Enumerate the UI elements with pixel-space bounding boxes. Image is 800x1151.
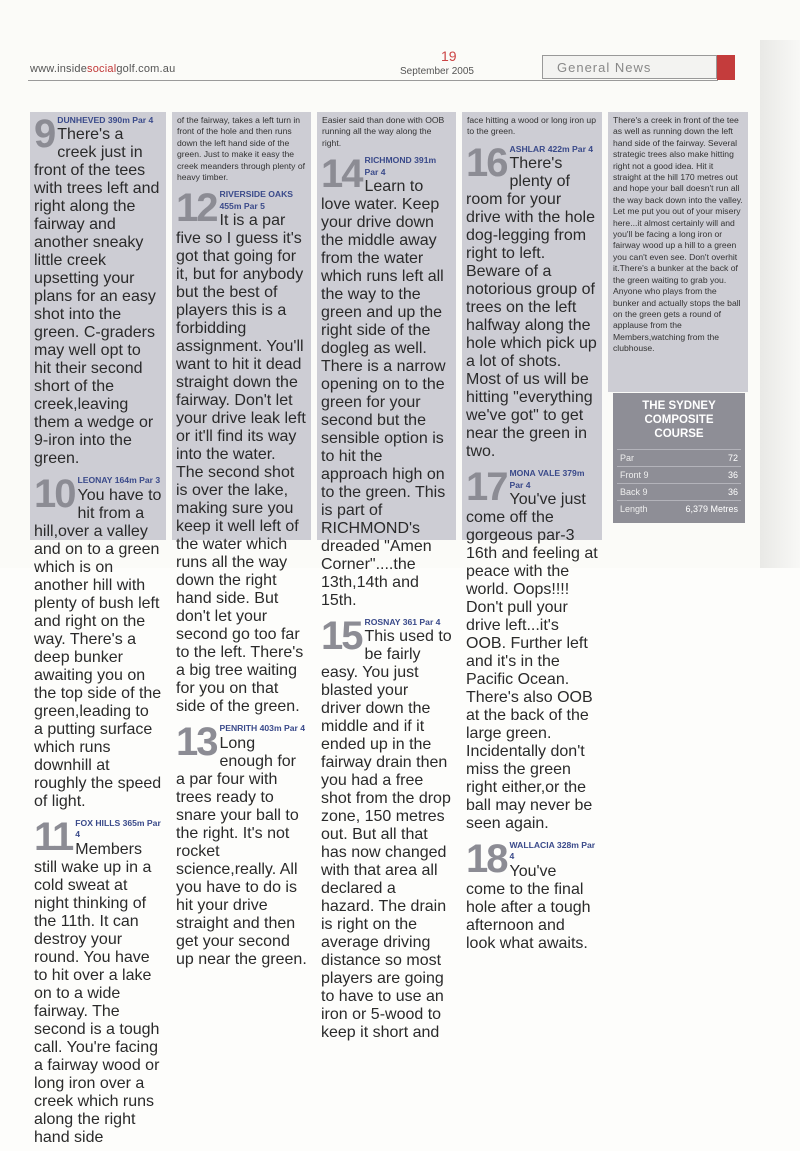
hole-header: DUNHEVED 390m Par 4: [57, 115, 154, 125]
hole-description: You've just come off the gorgeous par-3 16th and feeling at peace with the world. Oops!!!! Don't pull your drive left...it's OOB. Further left and it's in the Pacific Ocean. There's also OOB at the back of the large green. Incidentally don't miss the green right either,or the ball may never be seen again.: [466, 491, 598, 833]
site-url[interactable]: www.insidesocialgolf.com.au: [30, 63, 176, 75]
course-summary-title: THE SYDNEY COMPOSITE COURSE: [642, 400, 716, 440]
hole-11: [30, 815, 166, 1151]
table-row: [617, 467, 741, 484]
hole-description: This used to be fairly easy. You just blasted your driver down the middle and if it ended up in the fairway drain then you had a free shot from the drop zone, 150 metres out. But all that has now changed with that area all declared a hazard. The drain is right on the average driving distance so most players are going to have to use an iron or 5-wood to keep it short and: [321, 628, 452, 1042]
hole-header: WALLACIA 328m Par 4: [509, 840, 596, 862]
hole-description: Members still wake up in a cold sweat at night thinking of the 11th. It can destroy your round. You have to hit over a lake on to a wide fairway. The second is a tough call. You're facing a fairway wood or long iron over a creek which runs along the right hand side: [34, 840, 160, 1146]
hole-13: [172, 720, 311, 972]
hole-header: RIVERSIDE OAKS 455m Par 5: [219, 189, 294, 211]
course-summary-table: [617, 449, 741, 518]
hole-header: FOX HILLS 365m Par 4: [75, 817, 161, 840]
column-3: [317, 112, 456, 1042]
hole-number: 15: [321, 614, 362, 659]
hole-9: [30, 112, 166, 472]
hole-description: It is a par five so I guess it's got that going for it, but for anybody but the best of players this is a forbidding assignment. You'll want to hit it dead straight down the fairway. Don't let your drive leak left or it'll find its way into the water. The second shot is over the lake, making sure you keep it well left of the water which runs all the way down the right hand side. But don't let your second go too far to the left. There's a big tree waiting for you on that side of the green.: [176, 212, 306, 716]
column-5: [608, 112, 748, 392]
hole-description: There's plenty of room for your drive with the hole dog-legging from right to left. Beware of a notorious group of trees on the left halfway along the hole which pick up a lot of shots. Most of us will be hitting "everything we've got" to get near the green in two.: [466, 155, 597, 461]
hole-number: 13: [176, 720, 217, 765]
row-value: 36: [663, 484, 741, 501]
hole-description: Learn to love water. Keep your drive down the middle away from the water which runs left all the way to the green and up the right side of the dogleg as well. There is a narrow opening on to the green for your second but the sensible option is to hit the approach high on to the green. This is part of RICHMOND's dreaded "Amen Corner"....the 13th,14th and 15th.: [321, 178, 446, 610]
row-label: Front 9: [617, 467, 663, 484]
hole-number: 14: [321, 152, 362, 197]
hole-number: 18: [466, 837, 507, 882]
hole-number: 9: [34, 112, 55, 156]
column-1: [30, 112, 166, 1146]
row-label: Par: [617, 450, 663, 467]
hole-10: [30, 472, 166, 814]
row-value: 36: [663, 467, 741, 484]
hole-header: ROSNAY 361 Par 4: [364, 617, 441, 628]
row-label: Back 9: [617, 484, 663, 501]
hole-header: PENRITH 403m Par 4: [219, 723, 305, 734]
hole-header: ASHLAR 422m Par 4: [509, 143, 594, 154]
hole-description: Long enough for a par four with trees ready to snare your ball to the right. It's not rocket science,really. All you have to do is hit your drive straight and then get your second up near the green.: [176, 734, 307, 968]
hole-header: RICHMOND 391m Par 4: [364, 155, 437, 177]
continued-text: of the fairway, takes a left turn in front of the hole and then runs down the left hand side of the green. Just to make it easy the creek meanders through plenty of heavy timber.: [177, 115, 306, 183]
section-label: General News: [557, 60, 652, 75]
column-4: [462, 112, 602, 952]
page-number: 19: [441, 48, 457, 64]
header-rule: [28, 80, 718, 81]
hole-14: [317, 152, 456, 614]
publication-date: September 2005: [400, 66, 474, 77]
row-label: Length: [617, 501, 663, 518]
hole-number: 16: [466, 140, 507, 185]
table-row: [617, 484, 741, 501]
hole-description: You have to hit from a hill,over a valley and on to a green which is on another hill with plenty of bush left and right on the way. There's a deep bunker awaiting you on the top side of the green,leading to a putting surface which runs downhill at roughly the speed of light.: [34, 486, 162, 810]
table-row: [617, 450, 741, 467]
section-accent: [717, 55, 735, 80]
hole-header: LEONAY 164m Par 3: [77, 475, 161, 486]
column-2: [172, 112, 311, 968]
hole-number: 17: [466, 465, 507, 510]
hole-number: 10: [34, 472, 75, 517]
hole-number: 12: [176, 186, 217, 231]
page-shadow: [760, 40, 800, 568]
row-value: 72: [663, 450, 741, 467]
continued-text: face hitting a wood or long iron up to the green.: [467, 115, 596, 137]
section-label-box: [542, 55, 717, 79]
hole-description: There's a creek just in front of the tees with trees left and right along the fairway and another sneaky little creek upsetting your plans for an easy shot into the green. C-graders may well opt to hit their second short of the creek,leaving them a wedge or 9-iron into the green.: [34, 126, 160, 468]
continued-text: There's a creek in front of the tee as well as running down the left hand side of the fairway. Several strategic trees also make hitting right not a good idea. Hit it straight at the hill 170 metres out and hope your ball doesn't run all the way back down into the valley. Let me put you out of your misery here...it almost certainly will and you'll be facing a long iron or fairway wood up a hill to a green you can't even see. Don't overhit it.There's a bunker at the back of the green waiting to grab you. Anyone who plays from the bunker and actually stops the ball on the green gets a round of applause from the Members,watching from the clubhouse.: [613, 115, 743, 354]
course-summary-box: [613, 393, 745, 523]
hole-description: You've come to the final hole after a tough afternoon and look what awaits.: [466, 862, 591, 952]
hole-15: [317, 614, 456, 1046]
hole-number: 11: [34, 814, 73, 859]
hole-12: [172, 186, 311, 720]
hole-17: [462, 465, 602, 837]
hole-18: [462, 837, 602, 957]
hole-header: MONA VALE 379m Par 4: [509, 468, 585, 490]
row-value: 6,379 Metres: [663, 501, 741, 518]
table-row: [617, 501, 741, 518]
hole-16: [462, 141, 602, 465]
continued-text: Easier said than done with OOB running all the way along the right.: [322, 115, 445, 148]
